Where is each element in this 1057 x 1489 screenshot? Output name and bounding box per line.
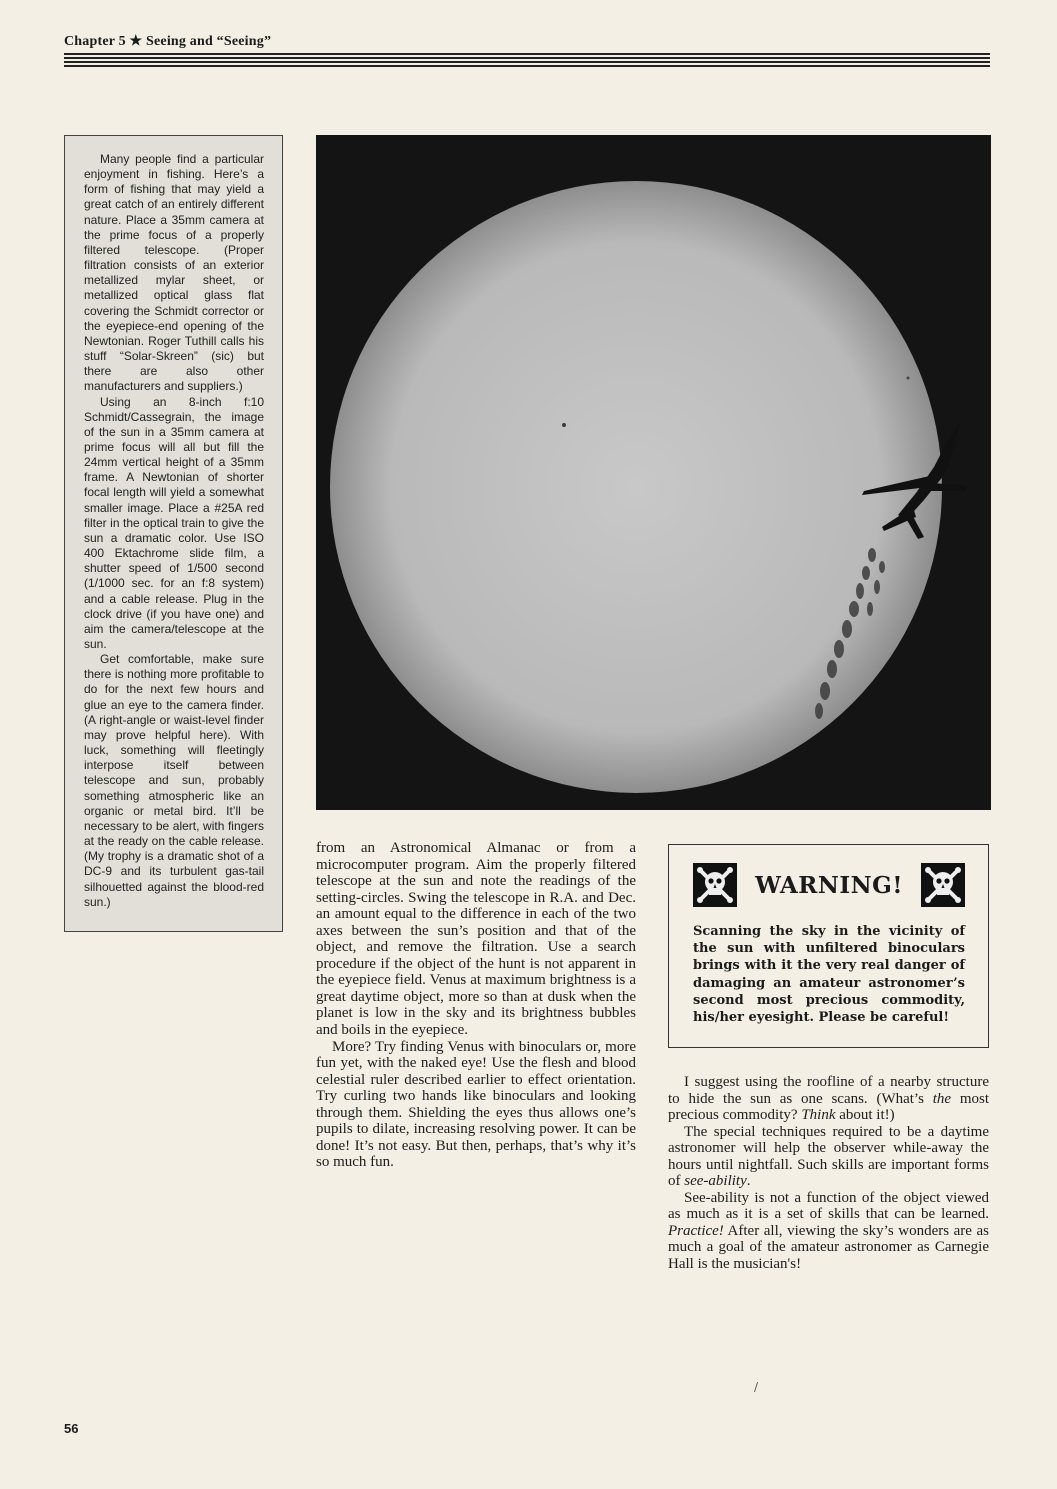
stray-mark: / — [754, 1380, 759, 1394]
sun-airplane-image — [316, 135, 991, 810]
sidebar-paragraph: Many people find a particular enjoyment in fishing. Here’s a form of fishing that may yield a great catch of an entirely different nature. Place a 35mm camera at the prime focus of a properly filtered telescope. (Proper filtration consists of an exterior metallized mylar sheet, or metallized optical glass flat covering the Schmidt corrector or the eyepiece-end opening of the Newtonian. Roger Tuthill calls his stuff “Solar-Skreen” (sic) but there are also other manufacturers and suppliers.) — [84, 152, 264, 394]
body-paragraph: The special techniques required to be a daytime astronomer will help the observer while-away the hours until nightfall. Such skills are important forms of see-ability. — [668, 1123, 989, 1190]
star-separator: ★ — [129, 34, 143, 49]
sidebar-box — [64, 135, 283, 932]
sun-disk — [330, 181, 942, 793]
skull-crossbones-icon — [921, 863, 965, 907]
chapter-label: Chapter 5 — [64, 34, 126, 49]
right-column — [668, 1074, 989, 1273]
warning-text: Scanning the sky in the vicinity of the sun with unfiltered binoculars brings with it the very real danger of damaging an amateur astronomer’s second most precious commodity, his/her eyesight. Please be careful! — [693, 924, 965, 1026]
body-paragraph: I suggest using the roofline of a nearby structure to hide the sun as one scans. (What’s the most precious commodity? Think about it!) — [668, 1074, 989, 1124]
page-number: 56 — [64, 1421, 79, 1436]
body-paragraph: from an Astronomical Almanac or from a microcomputer program. Aim the properly filtered telescope at the sun and note the readings of the setting-circles. Swing the telescope in R.A. and Dec. an amount equal to the difference in each of the two axes between the sun’s position and that of the object, and remove the filtration. Use a search procedure if the object of the hunt is not apparent in the eyepiece field. Venus at maximum brightness is a great daytime object, more so than at dusk when the planet is low in the sky and its brightness bubbles and boils in the eyepiece. — [316, 840, 636, 1039]
body-paragraph: More? Try finding Venus with binoculars or, more fun yet, with the naked eye! Use the flesh and blood celestial ruler described earlier to effect orientation. Try curling two hands like binoculars and looking through them. Shielding the eyes thus allows one’s pupils to dilate, increasing resolving power. It can be done! It’s not easy. But then, perhaps, that’s why it’s so much fun. — [316, 1038, 636, 1171]
chapter-title: Seeing and “Seeing” — [146, 34, 272, 49]
running-head — [64, 33, 271, 50]
warning-box — [668, 844, 989, 1048]
skull-crossbones-icon — [693, 863, 737, 907]
header-rules — [64, 53, 990, 69]
sidebar-paragraph: Using an 8-inch f:10 Schmidt/Cassegrain, the image of the sun in a 35mm camera at prime focus will all but fill the 24mm vertical height of a 35mm frame. A Newtonian of shorter focal length will yield a somewhat smaller image. Place a #25A red filter in the optical train to give the sun a dramatic color. Use ISO 400 Ektachrome slide film, a shutter speed of 1/500 second (1/1000 sec. for an f:8 system) and a cable release. Plug in the clock drive (if you have one) and aim the camera/telescope at the sun. — [84, 394, 264, 651]
sun-photograph — [316, 135, 991, 810]
warning-title: WARNING! — [755, 871, 903, 899]
middle-column — [316, 840, 636, 1171]
sidebar-paragraph: Get comfortable, make sure there is nothing more profitable to do for the next few hours and glue an eye to the camera finder. (A right-angle or waist-level finder may prove helpful here). With luck, something will fleetingly interpose itself between telescope and sun, probably something atmospheric like an organic or metal bird. It’ll be necessary to be alert, with fingers at the ready on the cable release. (My trophy is a dramatic shot of a DC-9 and its turbulent gas-tail silhouetted against the blood-red sun.) — [84, 652, 264, 909]
body-paragraph: See-ability is not a function of the object viewed as much as it is a set of skills that can be learned. Practice! After all, viewing the sky’s wonders are as much a goal of the amateur astronomer as Carnegie Hall is the musician's! — [668, 1189, 989, 1273]
